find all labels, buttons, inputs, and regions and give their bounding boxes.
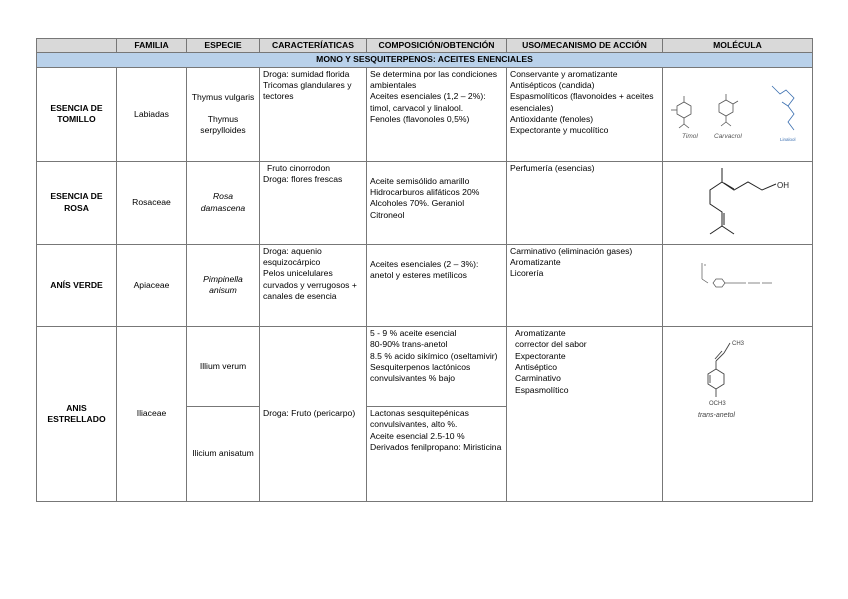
caracteristicas-cell xyxy=(260,161,367,244)
composicion-line: 5 - 9 % aceite esencial xyxy=(370,328,457,339)
composicion-line: Alcoholes 70%. Geraniol xyxy=(370,198,465,209)
especie-line: Thymus vulgaris xyxy=(191,92,255,103)
row-name-line: ANÍS VERDE xyxy=(50,279,103,290)
caracteristicas-line: Fruto cinorrodon xyxy=(267,162,331,173)
molecule-label-linalool: Linalool xyxy=(779,136,796,142)
caracteristicas-line: Droga: aquenio esquizocárpico xyxy=(263,245,322,268)
especie-line: Thymus serpylloides xyxy=(200,113,246,135)
caracteristicas-line: Droga: Fruto (pericarpo) xyxy=(263,408,356,419)
caracteristicas-cell xyxy=(260,327,367,502)
row-name-line: ESENCIA DE xyxy=(50,191,103,202)
row-name-rosa xyxy=(37,161,117,244)
caracteristicas-line: Droga: flores frescas xyxy=(263,174,343,185)
header-row xyxy=(37,39,813,53)
molecule-cell-anis-verde xyxy=(663,244,813,326)
familia-cell: Iliaceae xyxy=(117,327,187,502)
uso-line: Espasmolíticos (flavonoides + aceites esenciales) xyxy=(510,91,654,113)
uso-line: Antiséptico xyxy=(515,362,558,373)
header-empty xyxy=(37,39,117,53)
composicion-line: Aceites esenciales (1,2 – 2%): timol, carvacol y linalool. xyxy=(370,91,486,113)
uso-line: Expectorante xyxy=(515,350,566,361)
uso-line: corrector del sabor xyxy=(515,339,587,350)
composicion-line: Fenoles (flavonoles 0,5%) xyxy=(370,114,470,125)
molecule-cell-anis-estrellado xyxy=(663,327,813,502)
uso-line: Antisépticos (candida) xyxy=(510,80,595,91)
composicion-line: 8.5 % acido sikímico (oseltamivir) xyxy=(370,350,498,361)
composicion-line: Se determina por las condiciones ambientales xyxy=(370,68,498,91)
especie-line: Pimpinella xyxy=(203,274,243,285)
uso-cell xyxy=(507,67,663,161)
especie-cell xyxy=(187,244,260,326)
composicion-line: Lactonas sesquitepénicas convulsivantes, alto %. xyxy=(370,408,469,430)
familia-cell: Labiadas xyxy=(117,67,187,161)
composicion-cell xyxy=(367,244,507,326)
composicion-cell xyxy=(367,67,507,161)
caracteristicas-line: Pelos unicelulares curvados y verrugosos + canales de esencia xyxy=(263,268,357,302)
anethole-ester-structure xyxy=(664,245,812,323)
composicion-line: Citroneol xyxy=(370,209,405,220)
table-row-anis-verde xyxy=(37,244,813,326)
header-especie: ESPECIE xyxy=(187,39,260,53)
uso-line: Antioxidante (fenoles) xyxy=(510,114,594,125)
header-molecula: MOLÉCULA xyxy=(663,39,813,53)
row-name-line: ESTRELLADO xyxy=(47,414,106,425)
composicion-line: 80-90% trans-anetol xyxy=(370,339,448,350)
section-band-row xyxy=(37,53,813,67)
uso-line: Carminativo xyxy=(515,373,561,384)
uso-cell xyxy=(507,327,663,502)
molecule-cell-tomillo xyxy=(663,67,813,161)
table-row-rosa xyxy=(37,161,813,244)
uso-line: Aromatizante xyxy=(510,257,561,268)
composicion-cell xyxy=(367,161,507,244)
familia-cell: Apiaceae xyxy=(117,244,187,326)
especie-line: anisum xyxy=(209,285,237,296)
molecule-label-trans-anetol: trans-anetol xyxy=(697,412,735,420)
molecule-label-och3: OCH3 xyxy=(708,401,726,408)
composicion-line: Aceites esenciales (2 – 3%): anetol y esteres metílicos xyxy=(370,258,479,281)
molecule-label-ch3: CH3 xyxy=(731,341,744,348)
uso-line: Licorería xyxy=(510,268,544,279)
especie-cell xyxy=(187,161,260,244)
uso-line: Conservante y aromatizante xyxy=(510,68,618,79)
especie-line: Rosa damascena xyxy=(200,191,246,213)
row-name-line: ESENCIA DE xyxy=(50,102,103,113)
composicion-line: Aceite semisólido amarillo xyxy=(370,175,470,186)
uso-line: Perfumería (esencias) xyxy=(510,162,595,173)
essential-oils-table xyxy=(36,38,813,502)
uso-cell xyxy=(507,161,663,244)
composicion-cell xyxy=(367,327,507,407)
composicion-line: Aceite esencial 2.5-10 % xyxy=(370,430,465,441)
composicion-cell xyxy=(367,407,507,502)
header-composicion: COMPOSICIÓN/OBTENCIÓN xyxy=(367,39,507,53)
composicion-line: Sesquiterpenos lactónicos convulsivantes % bajo xyxy=(370,362,471,384)
uso-line: Espasmolítico xyxy=(515,384,569,395)
uso-line: Aromatizante xyxy=(515,328,566,339)
section-title: MONO Y SESQUITERPENOS: ACEITES ENENCIALES xyxy=(37,53,813,67)
composicion-line: Derivados fenilpropano: Miristicina xyxy=(370,442,502,453)
uso-cell xyxy=(507,244,663,326)
trans-anethole-structure xyxy=(664,327,812,447)
especie-cell xyxy=(187,67,260,161)
header-familia: FAMILIA xyxy=(117,39,187,53)
thymol-carvacrol-linalool-structure xyxy=(664,78,812,148)
molecule-label-timol: Timol xyxy=(681,132,698,140)
row-name-line: TOMILLO xyxy=(57,114,96,125)
row-name-line: ROSA xyxy=(64,202,89,213)
especie-cell: Ilicium anisatum xyxy=(187,407,260,502)
uso-line: Expectorante y mucolítico xyxy=(510,125,609,136)
caracteristicas-cell xyxy=(260,244,367,326)
familia-cell: Rosaceae xyxy=(117,161,187,244)
row-name-tomillo xyxy=(37,67,117,161)
header-uso: USO/MECANISMO DE ACCIÓN xyxy=(507,39,663,53)
geraniol-structure xyxy=(664,162,812,240)
molecule-label-carvacrol: Carvacrol xyxy=(713,132,742,140)
caracteristicas-line: Droga: sumidad florida Tricomas glandulares y tectores xyxy=(263,68,352,102)
table-row-tomillo xyxy=(37,67,813,161)
caracteristicas-cell xyxy=(260,67,367,161)
table-row-anis-estrellado xyxy=(37,327,813,407)
row-name-anis-verde xyxy=(37,244,117,326)
row-name-anis-estrellado xyxy=(37,327,117,502)
uso-line: Carminativo (eliminación gases) xyxy=(510,245,633,256)
header-caracteristicas: CARACTERÍATICAS xyxy=(260,39,367,53)
especie-cell: Illium verum xyxy=(187,327,260,407)
molecule-cell-rosa xyxy=(663,161,813,244)
composicion-line: Hidrocarburos alifáticos 20% xyxy=(370,187,480,198)
molecule-label-oh: OH xyxy=(776,181,789,191)
row-name-line: ANIS xyxy=(66,402,87,413)
